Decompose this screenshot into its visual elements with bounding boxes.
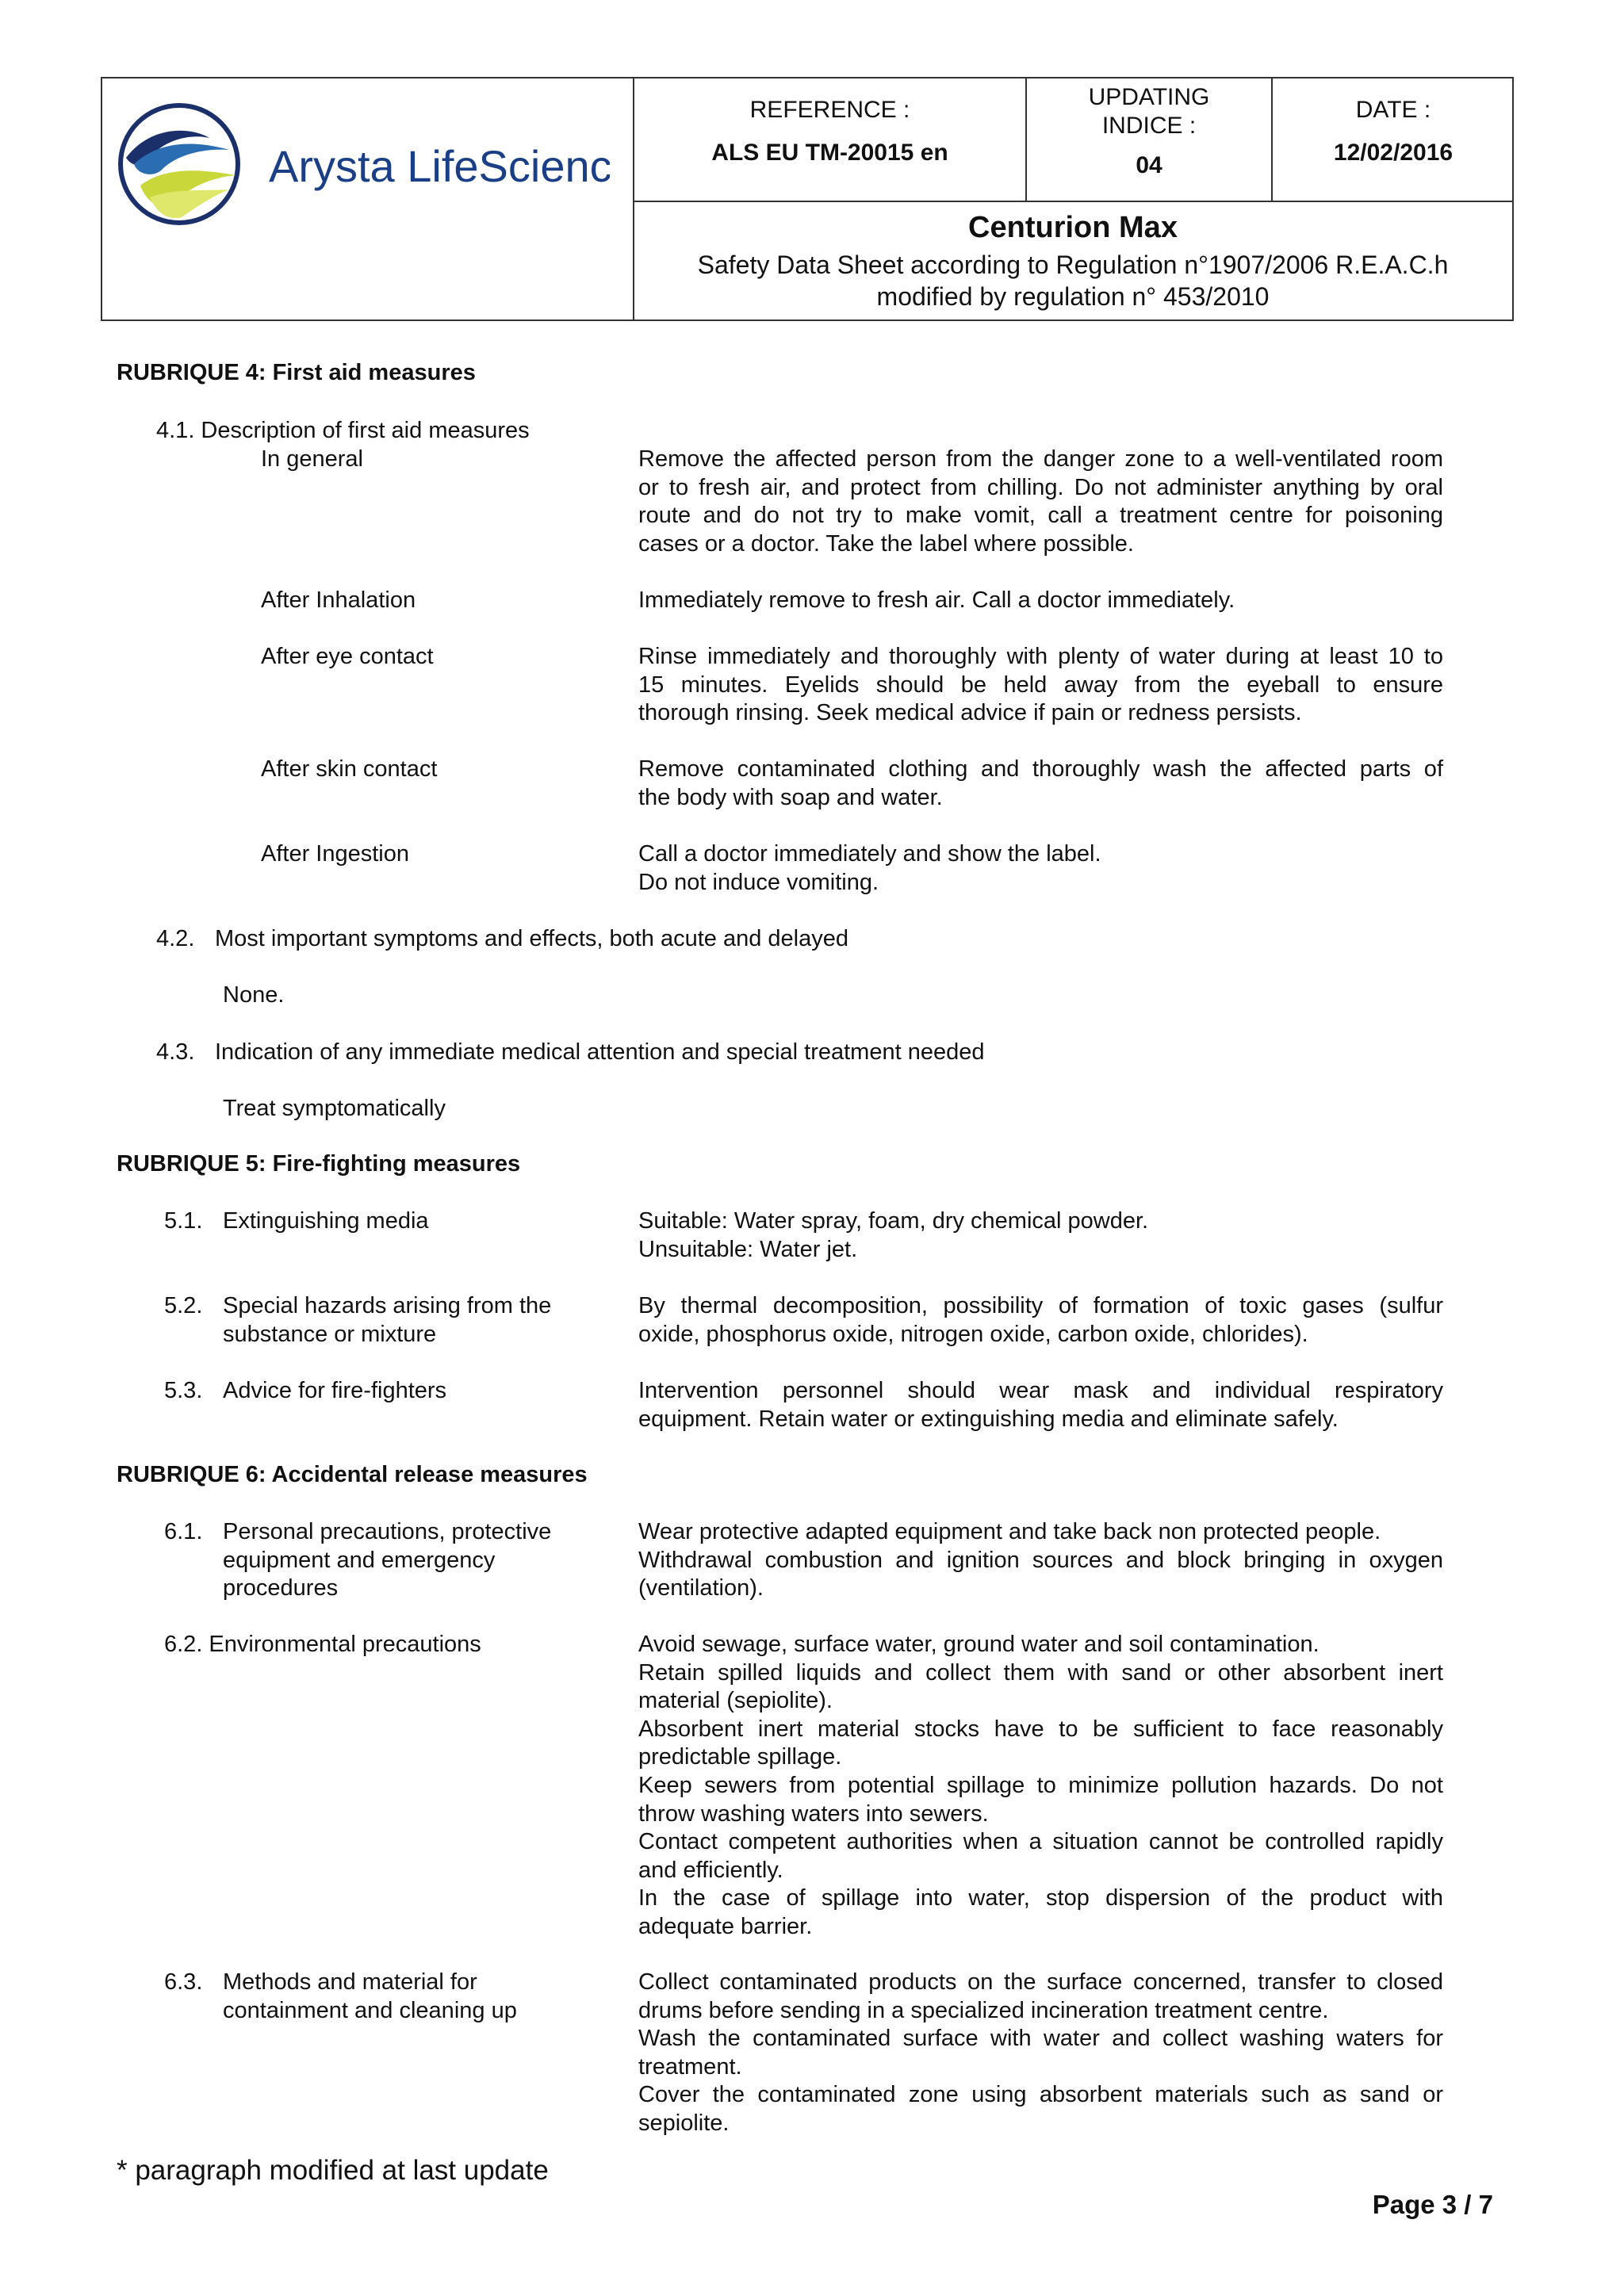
subsection-text: Treat symptomatically [223, 1096, 446, 1121]
item-text [638, 1377, 1443, 1433]
footnote: * paragraph modified at last update [117, 2155, 549, 2186]
subsection-number: 5.2. [164, 1293, 203, 1318]
text-line: oxide, phosphorus oxide, nitrogen oxide, carbon oxide, chlorides). [638, 1321, 1308, 1347]
reference-label: REFERENCE : [749, 97, 910, 123]
text-line: By thermal decomposition, possibility of formation of toxic gases (sulfur [638, 1293, 1443, 1318]
text-line: 15 minutes. Eyelids should be held away from the eyeball to ensure [638, 672, 1443, 698]
item-label: After Ingestion [261, 841, 409, 867]
text-line: (ventilation). [638, 1575, 764, 1601]
item-label: procedures [223, 1575, 339, 1601]
text-line: Withdrawal combustion and ignition sources and block bringing in oxygen [638, 1547, 1443, 1573]
text-line: Cover the contaminated zone using absorbent materials such as sand or [638, 2082, 1443, 2108]
text-line: and efficiently. [638, 1857, 783, 1883]
section-heading: RUBRIQUE 5: Fire-fighting measures [117, 1151, 521, 1177]
item-text [638, 643, 1443, 728]
text-line: thorough rinsing. Seek medical advice if pain or redness persists. [638, 700, 1302, 726]
text-line: Rinse immediately and thoroughly with plenty of water during at least 10 to [638, 644, 1443, 669]
text-line: In the case of spillage into water, stop dispersion of the product with [638, 1885, 1443, 1911]
text-line: throw washing waters into sewers. [638, 1800, 989, 1827]
text-line: or to fresh air, and protect from chilling. Do not administer anything by oral [638, 474, 1443, 500]
text-line: Intervention personnel should wear mask and individual respiratory [638, 1378, 1443, 1403]
subsection-number: 5.3. [164, 1378, 203, 1403]
text-line: Remove contaminated clothing and thoroughly wash the affected parts of [638, 756, 1443, 782]
item-text [638, 840, 1443, 897]
subsection-title: 4.1. Description of first aid measures [156, 418, 530, 443]
subsection-number: 6.3. [164, 1969, 203, 1995]
item-label: equipment and emergency [223, 1548, 496, 1573]
subsection-number: 6.1. [164, 1519, 203, 1544]
date-value: 12/02/2016 [1333, 140, 1454, 166]
document-subtitle: modified by regulation n° 453/2010 [876, 282, 1270, 311]
updating-cell [1027, 83, 1271, 180]
brand-name: Arysta LifeScience [269, 141, 610, 191]
item-text [638, 1631, 1443, 1942]
text-line: predictable spillage. [638, 1744, 842, 1770]
subsection-title: Most important symptoms and effects, both acute and delayed [215, 926, 849, 951]
text-line: Wash the contaminated surface with water and collect washing waters for [638, 2026, 1443, 2052]
item-label: Advice for fire-fighters [223, 1378, 447, 1403]
page-number: Page 3 / 7 [1372, 2190, 1493, 2219]
date-label: DATE : [1355, 97, 1431, 123]
text-line: Absorbent inert material stocks have to be sufficient to face reasonably [638, 1716, 1443, 1742]
item-label: Extinguishing media [223, 1208, 429, 1234]
text-line: sepiolite. [638, 2110, 730, 2136]
text-line: the body with soap and water. [638, 784, 943, 810]
text-line: Wear protective adapted equipment and take back non protected people. [638, 1519, 1381, 1544]
text-line: route and do not try to make vomit, call a treatment centre for poisoning [638, 503, 1443, 529]
subsection-number: 4.2. [156, 926, 195, 951]
reference-value: ALS EU TM-20015 en [711, 140, 948, 166]
text-line: Keep sewers from potential spillage to minimize pollution hazards. Do not [638, 1772, 1443, 1798]
item-label: substance or mixture [223, 1322, 437, 1347]
reference-cell [634, 96, 1025, 167]
item-label: Personal precautions, protective [223, 1519, 552, 1544]
updating-label: INDICE : [1101, 113, 1197, 139]
section-heading: RUBRIQUE 6: Accidental release measures [117, 1462, 588, 1487]
item-label: After Inhalation [261, 587, 416, 613]
item-label: After eye contact [261, 644, 434, 669]
item-label: After skin contact [261, 756, 438, 782]
item-text: Immediately remove to fresh air. Call a doctor immediately. [638, 587, 1235, 613]
text-line: Suitable: Water spray, foam, dry chemical powder. [638, 1208, 1149, 1234]
document-subtitle: Safety Data Sheet according to Regulation n°1907/2006 R.E.A.C.h [697, 251, 1449, 279]
divider [633, 201, 1512, 202]
subsection-title: Indication of any immediate medical attention and special treatment needed [215, 1039, 985, 1065]
text-line: treatment. [638, 2053, 742, 2080]
text-line: Do not induce vomiting. [638, 869, 879, 895]
text-line: Collect contaminated products on the surface concerned, transfer to closed [638, 1969, 1443, 1995]
item-text [638, 1518, 1443, 1603]
subsection-text: None. [223, 982, 285, 1008]
text-line: Contact competent authorities when a situation cannot be controlled rapidly [638, 1829, 1443, 1855]
updating-value: 04 [1136, 152, 1162, 178]
text-line: drums before sending in a specialized incineration treatment centre. [638, 1997, 1329, 2023]
item-label: In general [261, 446, 363, 472]
item-text [638, 1292, 1443, 1349]
text-line: Remove the affected person from the danger zone to a well-ventilated room [638, 446, 1443, 472]
text-line: equipment. Retain water or extinguishing media and eliminate safely. [638, 1406, 1339, 1432]
item-text [638, 756, 1443, 812]
text-line: Retain spilled liquids and collect them with sand or other absorbent inert [638, 1659, 1443, 1686]
subsection-number: 5.1. [164, 1208, 203, 1234]
subsection-number: 4.3. [156, 1039, 195, 1065]
company-logo [118, 102, 610, 237]
item-label: containment and cleaning up [223, 1998, 517, 2023]
item-label: Special hazards arising from the [223, 1293, 552, 1318]
item-text [638, 1207, 1443, 1264]
section-heading: RUBRIQUE 4: First aid measures [117, 360, 476, 385]
date-cell [1273, 96, 1514, 167]
updating-label: UPDATING [1088, 84, 1210, 110]
item-label: 6.2. Environmental precautions [164, 1632, 481, 1657]
text-line: material (sepiolite). [638, 1688, 833, 1714]
text-line: cases or a doctor. Take the label where possible. [638, 530, 1134, 557]
text-line: Call a doctor immediately and show the label. [638, 841, 1101, 867]
text-line: adequate barrier. [638, 1913, 813, 1939]
item-text [638, 446, 1443, 558]
item-label: Methods and material for [223, 1969, 477, 1995]
product-name: Centurion Max [968, 211, 1178, 244]
item-text [638, 1969, 1443, 2138]
text-line: Unsuitable: Water jet. [638, 1236, 858, 1262]
text-line: Avoid sewage, surface water, ground water and soil contamination. [638, 1632, 1320, 1657]
